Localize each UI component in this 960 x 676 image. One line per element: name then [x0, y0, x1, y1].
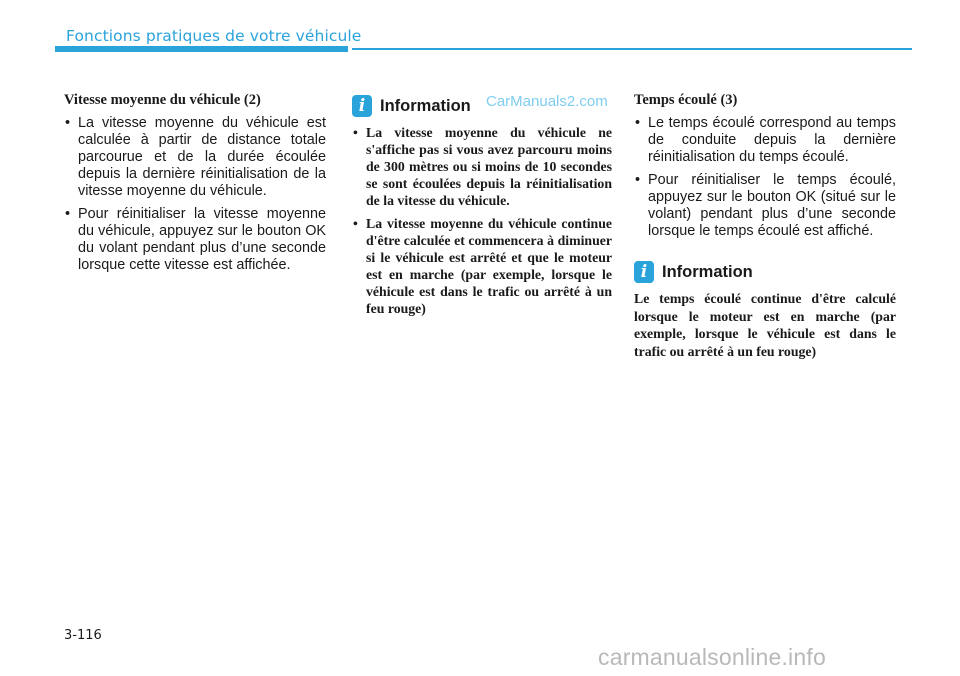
info-list: [352, 124, 612, 317]
section-title: Fonctions pratiques de votre véhicule: [66, 27, 362, 45]
list-item: • La vitesse moyenne du véhicule est calculée à partir de distance totale parcourue et de la durée écoulée depuis la dernière réinitialisation de la vitesse moyenne du véhicule.: [64, 115, 326, 200]
list-item: • Le temps écoulé correspond au temps de conduite depuis la dernière réinitialisation du temps écoulé.: [634, 115, 896, 166]
info-icon: i: [634, 261, 654, 283]
page-number: 3-116: [64, 628, 102, 643]
list-item: • La vitesse moyenne du véhicule ne s'affiche pas si vous avez parcouru moins de 300 mètres ou si moins de 10 secondes se sont écoulées depuis la réinitialisation de la vitesse du véhicule.: [352, 124, 612, 209]
elapsed-time-heading: Temps écoulé (3): [634, 92, 738, 108]
elapsed-time-list: [634, 115, 896, 240]
average-speed-heading: Vitesse moyenne du véhicule (2): [64, 92, 261, 108]
info-header: [634, 260, 896, 284]
average-speed-list: [64, 115, 326, 274]
info-title: Information: [380, 96, 471, 115]
list-item: • La vitesse moyenne du véhicule continue d'être calculée et commencera à diminuer si le véhicule est arrêté et que le moteur est en marche (par exemple, lorsque le véhicule est dans le trafic ou arrêté à un feu rouge): [352, 215, 612, 317]
info-paragraph: Le temps écoulé continue d'être calculé lorsque le moteur est en marche (par exemple, lorsque le véhicule est dans le trafic ou arrêté à un feu rouge): [634, 291, 896, 359]
right-column: [634, 92, 896, 360]
info-title: Information: [662, 262, 753, 281]
watermark-carmanualsonline: carmanualsonline.info: [598, 644, 826, 670]
middle-column: [352, 94, 612, 323]
left-column: [64, 92, 326, 280]
header-rule-thin: [352, 48, 912, 50]
list-item: • Pour réinitialiser la vitesse moyenne du véhicule, appuyez sur le bouton OK du volant pendant plus d’une seconde lorsque cette vitesse est affichée.: [64, 206, 326, 274]
watermark-carmanuals: CarManuals2.com: [486, 93, 608, 110]
list-item: • Pour réinitialiser le temps écoulé, appuyez sur le bouton OK (situé sur le volant) pendant plus d’une seconde lorsque le temps écoulé est affiché.: [634, 172, 896, 240]
header-rule-thick: [55, 46, 348, 52]
info-icon: i: [352, 95, 372, 117]
